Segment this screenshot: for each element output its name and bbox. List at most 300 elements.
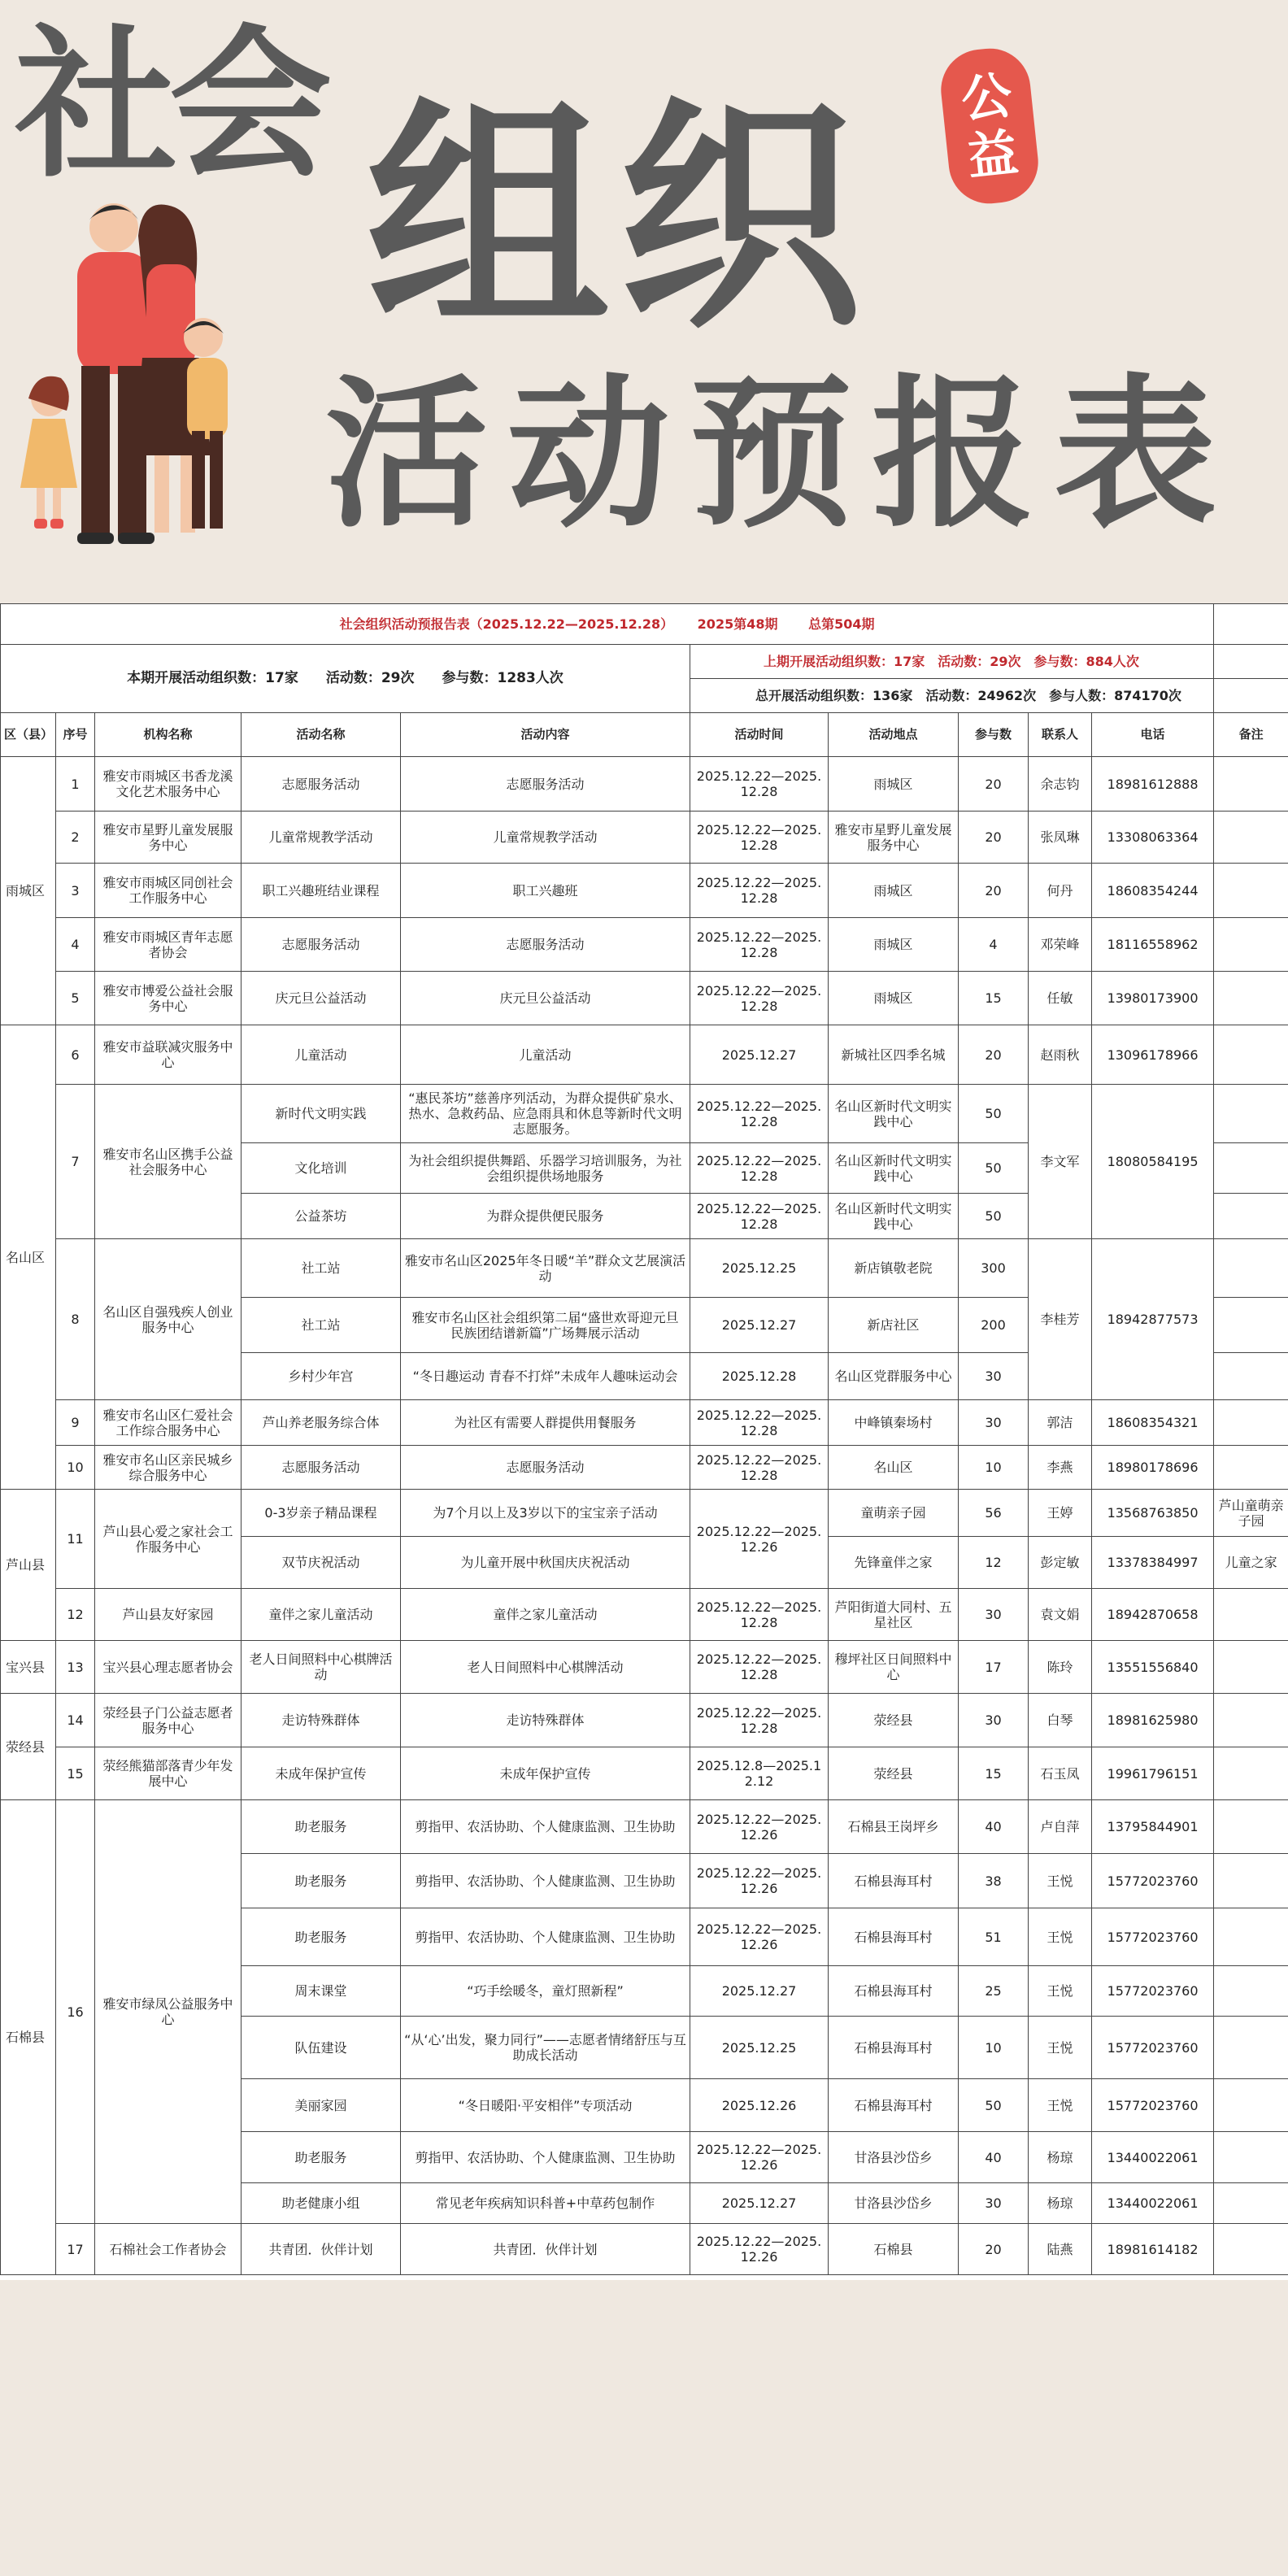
cell-contact: 余志钧 bbox=[1029, 757, 1092, 812]
cell-time: 2025.12.22—2025.12.28 bbox=[690, 1143, 829, 1194]
cell-tel: 13440022061 bbox=[1092, 2132, 1214, 2183]
cell-name: 志愿服务活动 bbox=[242, 1446, 401, 1490]
cell-name: 未成年保护宣传 bbox=[242, 1747, 401, 1800]
cell-note bbox=[1214, 1446, 1288, 1490]
cell-place: 石棉县海耳村 bbox=[829, 1966, 959, 2017]
cell-no: 15 bbox=[56, 1747, 95, 1800]
seal-char-top: 公 bbox=[958, 64, 1015, 129]
cell-place: 雨城区 bbox=[829, 918, 959, 972]
col-note: 备注 bbox=[1214, 713, 1288, 757]
cell-count: 30 bbox=[959, 1353, 1029, 1400]
cell-contact: 任敏 bbox=[1029, 972, 1092, 1025]
cell-contact: 王悦 bbox=[1029, 1854, 1092, 1908]
cell-org: 荥经县子门公益志愿者服务中心 bbox=[95, 1694, 242, 1747]
cell-content: 剪指甲、农活协助、个人健康监测、卫生协助 bbox=[401, 2132, 690, 2183]
cell-tel: 18981625980 bbox=[1092, 1694, 1214, 1747]
cell-no: 7 bbox=[56, 1085, 95, 1239]
cell-name: 童伴之家儿童活动 bbox=[242, 1589, 401, 1641]
cell-time: 2025.12.22—2025.12.28 bbox=[690, 864, 829, 918]
cell-time: 2025.12.28 bbox=[690, 1353, 829, 1400]
cell-name: 美丽家园 bbox=[242, 2079, 401, 2132]
table-row bbox=[1, 972, 1288, 1025]
cell-content: 剪指甲、农活协助、个人健康监测、卫生协助 bbox=[401, 1854, 690, 1908]
cell-note bbox=[1214, 1908, 1288, 1966]
cell-count: 30 bbox=[959, 2183, 1029, 2224]
cell-count: 30 bbox=[959, 1694, 1029, 1747]
cell-count: 15 bbox=[959, 1747, 1029, 1800]
cell-name: 文化培训 bbox=[242, 1143, 401, 1194]
cell-time: 2025.12.22—2025.12.26 bbox=[690, 2224, 829, 2275]
cell-time: 2025.12.22—2025.12.28 bbox=[690, 1694, 829, 1747]
cell-name: 志愿服务活动 bbox=[242, 757, 401, 812]
cell-contact: 袁文娟 bbox=[1029, 1589, 1092, 1641]
report-total-issue: 总第504期 bbox=[808, 616, 875, 632]
cell-name: 社工站 bbox=[242, 1298, 401, 1353]
cell-tel: 18981614182 bbox=[1092, 2224, 1214, 2275]
cell-no: 13 bbox=[56, 1641, 95, 1694]
cell-name: 0-3岁亲子精品课程 bbox=[242, 1490, 401, 1537]
cell-place: 荥经县 bbox=[829, 1694, 959, 1747]
cell-name: 儿童活动 bbox=[242, 1025, 401, 1085]
cell-contact: 何丹 bbox=[1029, 864, 1092, 918]
cell-tel: 13551556840 bbox=[1092, 1641, 1214, 1694]
cell-time: 2025.12.22—2025.12.26 bbox=[690, 1800, 829, 1854]
cell-org: 雅安市雨城区同创社会工作服务中心 bbox=[95, 864, 242, 918]
cell-org: 雅安市雨城区青年志愿者协会 bbox=[95, 918, 242, 972]
cell-count: 50 bbox=[959, 2079, 1029, 2132]
seal-char-bottom: 益 bbox=[964, 122, 1021, 187]
cell-place: 名山区党群服务中心 bbox=[829, 1353, 959, 1400]
cell-tel: 13096178966 bbox=[1092, 1025, 1214, 1085]
cell-tel: 15772023760 bbox=[1092, 1966, 1214, 2017]
cell-no: 4 bbox=[56, 918, 95, 972]
cell-content: 为儿童开展中秋国庆庆祝活动 bbox=[401, 1537, 690, 1589]
cell-place: 雨城区 bbox=[829, 972, 959, 1025]
cell-count: 50 bbox=[959, 1143, 1029, 1194]
cell-time: 2025.12.22—2025.12.26 bbox=[690, 1490, 829, 1589]
cell-place: 新店社区 bbox=[829, 1298, 959, 1353]
cell-no: 9 bbox=[56, 1400, 95, 1446]
table-row bbox=[1, 812, 1288, 864]
cell-content: 庆元旦公益活动 bbox=[401, 972, 690, 1025]
report-title: 社会组织活动预报告表（2025.12.22—2025.12.28） bbox=[339, 616, 668, 632]
cell-contact: 李桂芳 bbox=[1029, 1239, 1092, 1400]
cell-name: 双节庆祝活动 bbox=[242, 1537, 401, 1589]
cell-tel: 18942870658 bbox=[1092, 1589, 1214, 1641]
cell-note bbox=[1214, 1747, 1288, 1800]
cell-tel: 18980178696 bbox=[1092, 1446, 1214, 1490]
summary-row-1 bbox=[1, 645, 1288, 679]
col-district: 区（县） bbox=[1, 713, 56, 757]
cell-note bbox=[1214, 2132, 1288, 2183]
cell-content: 雅安市名山区社会组织第二届“盛世欢哥迎元旦 民族团结谱新篇”广场舞展示活动 bbox=[401, 1298, 690, 1353]
cell-place: 先锋童伴之家 bbox=[829, 1537, 959, 1589]
cell-name: 队伍建设 bbox=[242, 2017, 401, 2079]
cell-no: 6 bbox=[56, 1025, 95, 1085]
cell-time: 2025.12.27 bbox=[690, 1025, 829, 1085]
cell-note bbox=[1214, 1966, 1288, 2017]
cell-content: 志愿服务活动 bbox=[401, 757, 690, 812]
cell-content: 为7个月以上及3岁以下的宝宝亲子活动 bbox=[401, 1490, 690, 1537]
cell-content: 儿童活动 bbox=[401, 1025, 690, 1085]
cell-no: 5 bbox=[56, 972, 95, 1025]
cell-no: 8 bbox=[56, 1239, 95, 1400]
cell-tel: 13980173900 bbox=[1092, 972, 1214, 1025]
cell-place: 芦阳街道大同村、五星社区 bbox=[829, 1589, 959, 1641]
cell-content: 志愿服务活动 bbox=[401, 1446, 690, 1490]
cell-contact: 王悦 bbox=[1029, 1908, 1092, 1966]
cell-place: 石棉县海耳村 bbox=[829, 2079, 959, 2132]
cell-note bbox=[1214, 757, 1288, 812]
cell-content: 志愿服务活动 bbox=[401, 918, 690, 972]
cell-org: 荥经熊猫部落青少年发展中心 bbox=[95, 1747, 242, 1800]
cell-name: 助老服务 bbox=[242, 1908, 401, 1966]
cell-note: 儿童之家 bbox=[1214, 1537, 1288, 1589]
cell-count: 12 bbox=[959, 1537, 1029, 1589]
cell-contact: 陆燕 bbox=[1029, 2224, 1092, 2275]
cell-name: 助老服务 bbox=[242, 2132, 401, 2183]
cell-org: 雅安市名山区携手公益社会服务中心 bbox=[95, 1085, 242, 1239]
cell-name: 社工站 bbox=[242, 1239, 401, 1298]
cell-content: 为社区有需要人群提供用餐服务 bbox=[401, 1400, 690, 1446]
cell-contact: 王悦 bbox=[1029, 1966, 1092, 2017]
cell-org: 雅安市名山区亲民城乡综合服务中心 bbox=[95, 1446, 242, 1490]
cell-count: 10 bbox=[959, 2017, 1029, 2079]
cell-time: 2025.12.25 bbox=[690, 1239, 829, 1298]
cell-content: 走访特殊群体 bbox=[401, 1694, 690, 1747]
cell-note bbox=[1214, 1641, 1288, 1694]
cell-note bbox=[1214, 1298, 1288, 1353]
cell-place: 石棉县 bbox=[829, 2224, 959, 2275]
cell-place: 名山区新时代文明实践中心 bbox=[829, 1085, 959, 1143]
cell-district: 名山区 bbox=[1, 1025, 56, 1490]
cell-place: 新店镇敬老院 bbox=[829, 1239, 959, 1298]
cell-time: 2025.12.22—2025.12.28 bbox=[690, 1400, 829, 1446]
bottom-background bbox=[0, 2280, 1288, 2576]
table-row bbox=[1, 1400, 1288, 1446]
col-tel: 电话 bbox=[1092, 713, 1214, 757]
cell-tel: 13308063364 bbox=[1092, 812, 1214, 864]
cell-content: 儿童常规教学活动 bbox=[401, 812, 690, 864]
cell-count: 300 bbox=[959, 1239, 1029, 1298]
cell-count: 20 bbox=[959, 864, 1029, 918]
public-welfare-seal bbox=[937, 45, 1042, 207]
cell-contact: 陈玲 bbox=[1029, 1641, 1092, 1694]
report-title-row bbox=[1, 604, 1288, 645]
this-period-summary: 本期开展活动组织数：17家 活动数：29次 参与数：1283人次 bbox=[1, 645, 690, 713]
col-time: 活动时间 bbox=[690, 713, 829, 757]
cell-count: 15 bbox=[959, 972, 1029, 1025]
cell-org: 宝兴县心理志愿者协会 bbox=[95, 1641, 242, 1694]
cell-contact: 卢自萍 bbox=[1029, 1800, 1092, 1854]
cell-note bbox=[1214, 2224, 1288, 2275]
cell-content: 童伴之家儿童活动 bbox=[401, 1589, 690, 1641]
cell-place: 新城社区四季名城 bbox=[829, 1025, 959, 1085]
cell-time: 2025.12.22—2025.12.28 bbox=[690, 1446, 829, 1490]
col-content: 活动内容 bbox=[401, 713, 690, 757]
cell-contact: 王婷 bbox=[1029, 1490, 1092, 1537]
cell-time: 2025.12.25 bbox=[690, 2017, 829, 2079]
cell-place: 名山区新时代文明实践中心 bbox=[829, 1194, 959, 1239]
cell-org: 雅安市绿凤公益服务中心 bbox=[95, 1800, 242, 2224]
cell-place: 荥经县 bbox=[829, 1747, 959, 1800]
cell-name: 助老服务 bbox=[242, 1800, 401, 1854]
cell-content: 剪指甲、农活协助、个人健康监测、卫生协助 bbox=[401, 1800, 690, 1854]
cell-place: 穆坪社区日间照料中心 bbox=[829, 1641, 959, 1694]
cell-count: 56 bbox=[959, 1490, 1029, 1537]
cell-contact: 李文军 bbox=[1029, 1085, 1092, 1239]
cell-content: 职工兴趣班 bbox=[401, 864, 690, 918]
cell-note bbox=[1214, 2183, 1288, 2224]
cell-tel: 18608354244 bbox=[1092, 864, 1214, 918]
cell-note bbox=[1214, 1800, 1288, 1854]
table-row bbox=[1, 1085, 1288, 1143]
cell-content: 为社会组织提供舞蹈、乐器学习培训服务，为社会组织提供场地服务 bbox=[401, 1143, 690, 1194]
table-row bbox=[1, 1641, 1288, 1694]
cell-time: 2025.12.27 bbox=[690, 2183, 829, 2224]
cell-time: 2025.12.22—2025.12.28 bbox=[690, 1194, 829, 1239]
cell-tel: 13795844901 bbox=[1092, 1800, 1214, 1854]
cell-note: 芦山童萌亲子园 bbox=[1214, 1490, 1288, 1537]
table-row bbox=[1, 1589, 1288, 1641]
cell-no: 1 bbox=[56, 757, 95, 812]
cell-time: 2025.12.27 bbox=[690, 1298, 829, 1353]
report-document bbox=[0, 603, 1288, 2280]
cell-time: 2025.12.22—2025.12.28 bbox=[690, 812, 829, 864]
activity-table bbox=[0, 603, 1288, 2275]
cell-count: 25 bbox=[959, 1966, 1029, 2017]
col-place: 活动地点 bbox=[829, 713, 959, 757]
cell-note bbox=[1214, 1854, 1288, 1908]
cell-place: 雅安市星野儿童发展服务中心 bbox=[829, 812, 959, 864]
cell-place: 石棉县海耳村 bbox=[829, 2017, 959, 2079]
cell-time: 2025.12.22—2025.12.28 bbox=[690, 1589, 829, 1641]
poster-banner bbox=[0, 0, 1288, 603]
cell-time: 2025.12.22—2025.12.26 bbox=[690, 1854, 829, 1908]
col-count: 参与数 bbox=[959, 713, 1029, 757]
table-row bbox=[1, 1800, 1288, 1854]
cell-tel: 13568763850 bbox=[1092, 1490, 1214, 1537]
cell-tel: 13440022061 bbox=[1092, 2183, 1214, 2224]
cell-place: 雨城区 bbox=[829, 864, 959, 918]
table-row bbox=[1, 1025, 1288, 1085]
cell-count: 10 bbox=[959, 1446, 1029, 1490]
cell-content: “惠民茶坊”慈善序列活动，为群众提供矿泉水、热水、急救药品、应急雨具和休息等新时代文明志愿服务。 bbox=[401, 1085, 690, 1143]
cell-note bbox=[1214, 1239, 1288, 1298]
table-row bbox=[1, 864, 1288, 918]
table-row bbox=[1, 1747, 1288, 1800]
cell-note bbox=[1214, 2017, 1288, 2079]
table-row bbox=[1, 2224, 1288, 2275]
cell-place: 名山区 bbox=[829, 1446, 959, 1490]
cell-tel: 15772023760 bbox=[1092, 1908, 1214, 1966]
cell-place: 雨城区 bbox=[829, 757, 959, 812]
cell-no: 12 bbox=[56, 1589, 95, 1641]
col-org: 机构名称 bbox=[95, 713, 242, 757]
cell-org: 名山区自强残疾人创业服务中心 bbox=[95, 1239, 242, 1400]
cell-content: 雅安市名山区2025年冬日暖“羊”群众文艺展演活动 bbox=[401, 1239, 690, 1298]
cell-note bbox=[1214, 1400, 1288, 1446]
cell-content: 为群众提供便民服务 bbox=[401, 1194, 690, 1239]
cell-contact: 王悦 bbox=[1029, 2017, 1092, 2079]
cell-note bbox=[1214, 2079, 1288, 2132]
cell-note bbox=[1214, 1025, 1288, 1085]
cell-tel: 18608354321 bbox=[1092, 1400, 1214, 1446]
cell-org: 石棉社会工作者协会 bbox=[95, 2224, 242, 2275]
cell-org: 雅安市博爱公益社会服务中心 bbox=[95, 972, 242, 1025]
cell-tel: 13378384997 bbox=[1092, 1537, 1214, 1589]
table-row bbox=[1, 1694, 1288, 1747]
cell-count: 17 bbox=[959, 1641, 1029, 1694]
cell-note bbox=[1214, 864, 1288, 918]
cell-time: 2025.12.22—2025.12.28 bbox=[690, 1641, 829, 1694]
last-period-summary: 上期开展活动组织数：17家 活动数：29次 参与数：884人次 bbox=[690, 645, 1214, 679]
cell-name: 庆元旦公益活动 bbox=[242, 972, 401, 1025]
cell-count: 51 bbox=[959, 1908, 1029, 1966]
cell-name: 助老健康小组 bbox=[242, 2183, 401, 2224]
col-name: 活动名称 bbox=[242, 713, 401, 757]
cell-no: 11 bbox=[56, 1490, 95, 1589]
col-no: 序号 bbox=[56, 713, 95, 757]
cell-time: 2025.12.27 bbox=[690, 1966, 829, 2017]
cell-name: 助老服务 bbox=[242, 1854, 401, 1908]
cell-name: 儿童常规教学活动 bbox=[242, 812, 401, 864]
cell-org: 雅安市益联减灾服务中心 bbox=[95, 1025, 242, 1085]
cell-content: 常见老年疾病知识科普+中草药包制作 bbox=[401, 2183, 690, 2224]
cell-district: 芦山县 bbox=[1, 1490, 56, 1641]
cell-tel: 18981612888 bbox=[1092, 757, 1214, 812]
cell-note bbox=[1214, 1589, 1288, 1641]
cell-time: 2025.12.26 bbox=[690, 2079, 829, 2132]
cell-note bbox=[1214, 812, 1288, 864]
cell-name: 周末课堂 bbox=[242, 1966, 401, 2017]
report-title-cell bbox=[1, 604, 1214, 645]
cell-district: 石棉县 bbox=[1, 1800, 56, 2275]
cell-count: 50 bbox=[959, 1085, 1029, 1143]
cell-name: 芦山养老服务综合体 bbox=[242, 1400, 401, 1446]
cell-content: 老人日间照料中心棋牌活动 bbox=[401, 1641, 690, 1694]
cell-contact: 杨琼 bbox=[1029, 2132, 1092, 2183]
cell-content: 共青团．伙伴计划 bbox=[401, 2224, 690, 2275]
table-row bbox=[1, 918, 1288, 972]
cell-note bbox=[1214, 1694, 1288, 1747]
cell-tel: 15772023760 bbox=[1092, 1854, 1214, 1908]
cell-count: 20 bbox=[959, 757, 1029, 812]
cell-tel: 18116558962 bbox=[1092, 918, 1214, 972]
cell-org: 雅安市名山区仁爱社会工作综合服务中心 bbox=[95, 1400, 242, 1446]
cell-tel: 18080584195 bbox=[1092, 1085, 1214, 1239]
cell-note bbox=[1214, 1194, 1288, 1239]
cell-org: 雅安市星野儿童发展服务中心 bbox=[95, 812, 242, 864]
cell-place: 名山区新时代文明实践中心 bbox=[829, 1143, 959, 1194]
cell-count: 30 bbox=[959, 1400, 1029, 1446]
cell-note bbox=[1214, 1353, 1288, 1400]
cell-org: 芦山县心爱之家社会工作服务中心 bbox=[95, 1490, 242, 1589]
cell-place: 中峰镇秦场村 bbox=[829, 1400, 959, 1446]
report-issue: 2025第48期 bbox=[697, 616, 778, 632]
cell-no: 14 bbox=[56, 1694, 95, 1747]
cell-district: 宝兴县 bbox=[1, 1641, 56, 1694]
cell-no: 16 bbox=[56, 1800, 95, 2224]
cell-time: 2025.12.22—2025.12.28 bbox=[690, 757, 829, 812]
cell-count: 50 bbox=[959, 1194, 1029, 1239]
cell-contact: 邓荣峰 bbox=[1029, 918, 1092, 972]
cell-content: “冬日暖阳·平安相伴”专项活动 bbox=[401, 2079, 690, 2132]
cell-place: 甘洛县沙岱乡 bbox=[829, 2132, 959, 2183]
cell-place: 石棉县海耳村 bbox=[829, 1854, 959, 1908]
cell-place: 石棉县海耳村 bbox=[829, 1908, 959, 1966]
cell-note bbox=[1214, 972, 1288, 1025]
cell-name: 老人日间照料中心棋牌活动 bbox=[242, 1641, 401, 1694]
cell-content: 未成年保护宣传 bbox=[401, 1747, 690, 1800]
cell-no: 17 bbox=[56, 2224, 95, 2275]
cell-content: “冬日趣运动 青春不打烊”未成年人趣味运动会 bbox=[401, 1353, 690, 1400]
cell-time: 2025.12.22—2025.12.28 bbox=[690, 972, 829, 1025]
cell-time: 2025.12.8—2025.12.12 bbox=[690, 1747, 829, 1800]
cell-contact: 杨琼 bbox=[1029, 2183, 1092, 2224]
cell-place: 童萌亲子园 bbox=[829, 1490, 959, 1537]
cell-tel: 15772023760 bbox=[1092, 2017, 1214, 2079]
col-contact: 联系人 bbox=[1029, 713, 1092, 757]
cell-tel: 19961796151 bbox=[1092, 1747, 1214, 1800]
cell-tel: 15772023760 bbox=[1092, 2079, 1214, 2132]
cell-count: 4 bbox=[959, 918, 1029, 972]
cell-name: 志愿服务活动 bbox=[242, 918, 401, 972]
cell-district: 雨城区 bbox=[1, 757, 56, 1025]
cell-time: 2025.12.22—2025.12.28 bbox=[690, 1085, 829, 1143]
table-row bbox=[1, 757, 1288, 812]
cell-count: 20 bbox=[959, 2224, 1029, 2275]
cell-time: 2025.12.22—2025.12.26 bbox=[690, 1908, 829, 1966]
cell-contact: 张凤琳 bbox=[1029, 812, 1092, 864]
cell-name: 走访特殊群体 bbox=[242, 1694, 401, 1747]
cell-name: 乡村少年宫 bbox=[242, 1353, 401, 1400]
cell-time: 2025.12.22—2025.12.26 bbox=[690, 2132, 829, 2183]
cell-count: 38 bbox=[959, 1854, 1029, 1908]
cell-district: 荥经县 bbox=[1, 1694, 56, 1800]
cell-content: “巧手绘暖冬，童灯照新程” bbox=[401, 1966, 690, 2017]
cell-contact: 郭洁 bbox=[1029, 1400, 1092, 1446]
poster-title-line1: 社会 bbox=[15, 11, 324, 200]
cell-contact: 石玉凤 bbox=[1029, 1747, 1092, 1800]
total-summary: 总开展活动组织数：136家 活动数：24962次 参与人数：874170次 bbox=[690, 679, 1214, 713]
cell-contact: 赵雨秋 bbox=[1029, 1025, 1092, 1085]
cell-contact: 王悦 bbox=[1029, 2079, 1092, 2132]
cell-name: 公益茶坊 bbox=[242, 1194, 401, 1239]
cell-note bbox=[1214, 918, 1288, 972]
cell-count: 40 bbox=[959, 2132, 1029, 2183]
cell-contact: 白琴 bbox=[1029, 1694, 1092, 1747]
cell-time: 2025.12.22—2025.12.28 bbox=[690, 918, 829, 972]
cell-place: 甘洛县沙岱乡 bbox=[829, 2183, 959, 2224]
cell-content: 剪指甲、农活协助、个人健康监测、卫生协助 bbox=[401, 1908, 690, 1966]
poster-title-line2: 组织 bbox=[366, 77, 870, 361]
table-row bbox=[1, 1490, 1288, 1537]
cell-name: 职工兴趣班结业课程 bbox=[242, 864, 401, 918]
cell-count: 40 bbox=[959, 1800, 1029, 1854]
table-row bbox=[1, 1239, 1288, 1298]
cell-no: 3 bbox=[56, 864, 95, 918]
cell-tel: 18942877573 bbox=[1092, 1239, 1214, 1400]
family-illustration bbox=[0, 187, 276, 577]
cell-count: 200 bbox=[959, 1298, 1029, 1353]
cell-count: 20 bbox=[959, 812, 1029, 864]
poster-title-line3: 活动预报表 bbox=[325, 360, 1237, 550]
cell-note bbox=[1214, 1143, 1288, 1194]
header-row bbox=[1, 713, 1288, 757]
cell-no: 2 bbox=[56, 812, 95, 864]
cell-place: 石棉县王岗坪乡 bbox=[829, 1800, 959, 1854]
